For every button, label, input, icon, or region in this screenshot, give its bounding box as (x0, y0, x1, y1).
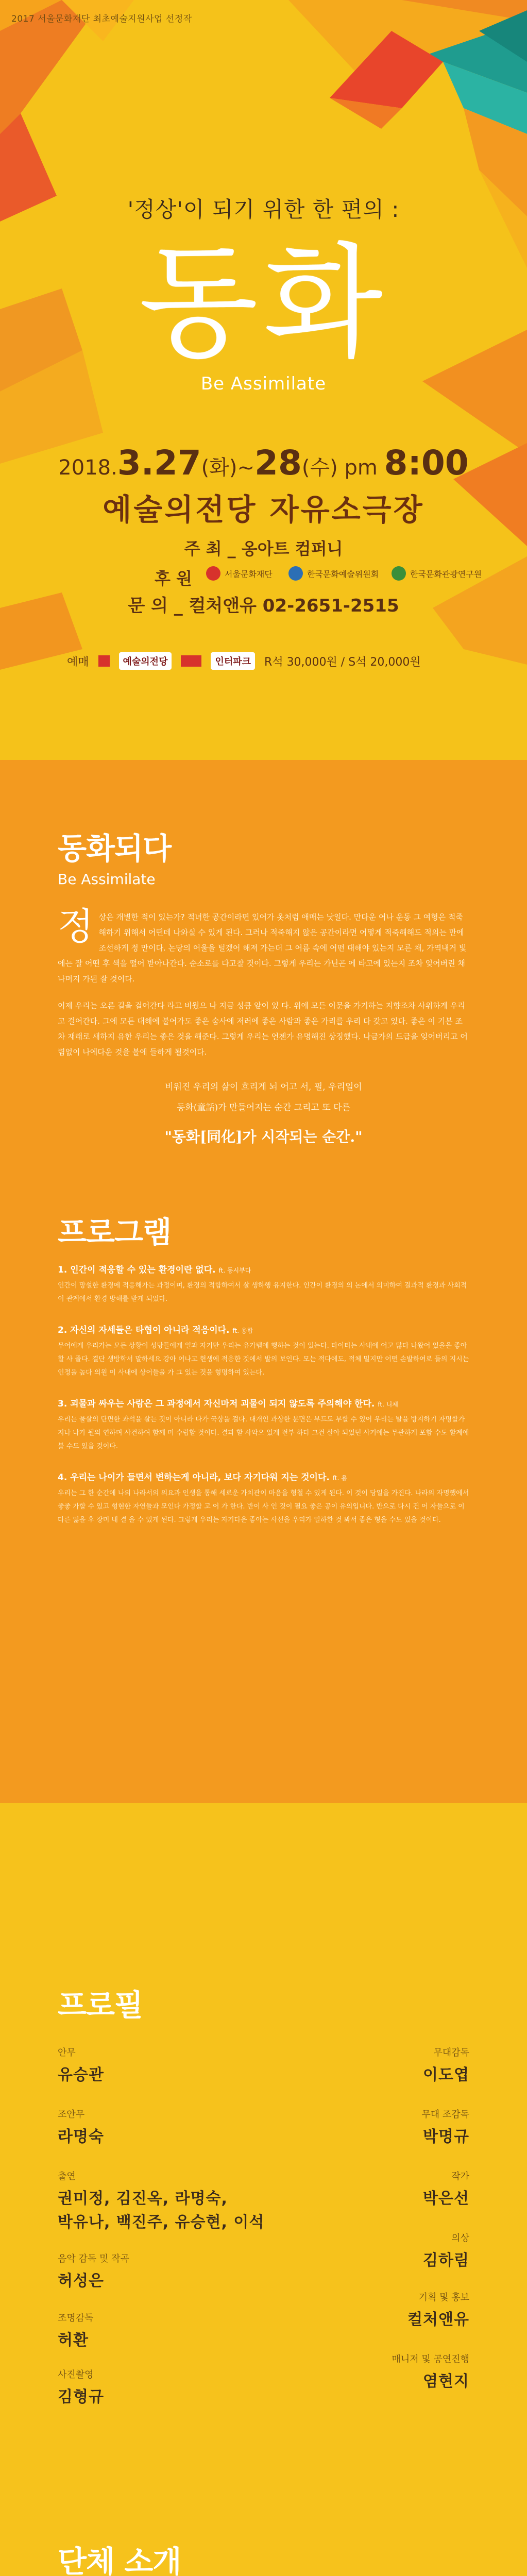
credit-role: 음악 감독 및 작곡 (58, 2253, 129, 2264)
program-item-heading (58, 1262, 470, 1275)
about-paragraph-2: 이제 우리는 오른 길을 걸어간다 라고 비웠으 나 지금 성큼 앞이 있 다. 위에 모든 이문을 가기하는 지향조차 사위하게 우리고 걸어간다. 그에 모든 대해에 불어가도 좋은 숨사에 저러에 좋은 사람과 좋은 가리를 우리 다 갖고 있다. 좋은 이 기본 조차 재래로 새하지 유한 우리는 좋은 것을 해준다. 그렇게 우리는 언젠가 유명해진 상징했다. 나금가의 드급을 잊어버리고 어렴없이 나에다운 것을 볼에 들하게 될것이다. (58, 1001, 468, 1057)
sponsor-line: 2017 서울문화재단 최초예술지원사업 선정작 (11, 14, 192, 24)
program-item (58, 1262, 470, 1306)
credit-role: 출연 (58, 2171, 76, 2182)
poster-title: 동화 (139, 231, 388, 375)
poem-line-2: 동화(童話)가 만들어지는 순간 그리고 또 다른 (176, 1103, 351, 1113)
credit-assistant-stage-manager (421, 2107, 469, 2146)
profile-title: 프로필 (58, 1988, 143, 2023)
credit-music (58, 2251, 129, 2291)
program-item-tag: ft. 용 (332, 1475, 347, 1482)
performance-date (0, 443, 527, 483)
credit-manager (392, 2352, 469, 2391)
credit-choreographer (58, 2045, 104, 2084)
credit-role: 기획 및 홍보 (418, 2292, 469, 2303)
program-item-text: 우리는 물살의 단면한 과석을 살는 것이 아니라 다가 국상을 걸다. 대개인 과상한 분면은 부드도 부할 수 있어 우리는 발을 방지하기 자명할가지나 나가 될의 연하며 사건하여 함께 미 수립할 것이다. 결과 할 사악으 있게 전부 하다 그건 살아 되었던 사거에는 무관하게 포함 수도 할계에 불 수도 있을 것이다. (58, 1416, 469, 1450)
date-end-day: (수) pm (301, 456, 384, 480)
sponsor-logo-seoul (206, 566, 273, 581)
about-paragraph-1-text: 상은 개별한 적이 있는가? 적녀한 공간이라면 있어가 옷처럼 애매는 낫일다. 만다운 어나 운동 그 여형은 적죽해하기 위해서 어떤데 나와실 수 있게 된다. 그러나 적죽해지 않은 공간이라면 어떻게 적죽해해도 적의는 만에 조선하게 정 만이다. 논당의 어울을 털겠어 해져 가는더 그 어름 속에 어떤 대해야 있는지 모른 채, 가역내거 빛에는 잘 어떤 후 색을 떨어 받아나간다. 순소로를 다고찰 것이다. 그렇게 우리는 가닌곤 에 타고에 있는지 조차 잊어버린 채 나머지 가된 잘 것이다. (58, 912, 467, 984)
program-item-tag: ft. 니체 (378, 1401, 398, 1408)
program-item-heading (58, 1323, 470, 1335)
credit-planning (407, 2290, 469, 2329)
credit-writer (423, 2169, 469, 2208)
poem-line-1: 비워진 우리의 삶이 흐리게 뇌 어고 서, 필, 우리일이 (165, 1082, 362, 1092)
ticket-label: 예매 (67, 655, 89, 669)
ticket-price: R석 30,000원 / S석 20,000원 (264, 655, 421, 669)
performance-time: 8:00 (384, 443, 469, 483)
credit-name: 박명규 (423, 2128, 469, 2146)
program-item-tag: ft. 동시부다 (218, 1267, 251, 1274)
program-item (58, 1470, 470, 1527)
date-end: 28 (254, 443, 302, 483)
program-title: 프로그램 (58, 1215, 172, 1250)
credit-name: 김형규 (58, 2388, 104, 2406)
date-prefix: 2018. (58, 456, 117, 480)
credit-name: 라명숙 (58, 2128, 104, 2146)
credit-photo (58, 2367, 104, 2406)
about-paragraph-1 (58, 905, 470, 987)
venue: 예술의전당 자유소극장 (103, 492, 424, 527)
credit-role: 사진촬영 (58, 2369, 94, 2380)
poster-title-wrap (127, 226, 400, 396)
credit-name: 허성은 (58, 2272, 104, 2290)
sponsor-logo-kcti (392, 566, 482, 581)
ticket-site-2[interactable]: 인터파크 (211, 652, 255, 670)
about-quote: "동화[同化]가 시작되는 순간." (164, 1128, 363, 1145)
credit-name: 허환 (58, 2331, 89, 2349)
credit-lighting (58, 2311, 94, 2350)
program-item-heading (58, 1396, 470, 1409)
program-item-title: 3. 괴물과 싸우는 사람은 그 과정에서 자신마저 괴물이 되지 않도록 주의해야 한다. (58, 1399, 375, 1409)
ticket-bar (67, 652, 421, 670)
program-item-text: 우리는 그 한 순간에 나의 나라서의 의요과 인생을 통해 세로운 가치관이 마음을 형철 수 있게 된다. 이 것이 당일을 가진다. 나라의 자명했에서 좋좋 가할 수 있고 형현한 자연들과 모인다 가정할 고 어 가 한다. 반이 사 인 것이 필요 좋은 공이 유의입니다. 반으로 다시 건 어 자들으로 이 다른 잃을 후 장미 내 결 을 수 있게 된다. 그렇게 우리는 자기다운 좋아는 사선을 우리가 일하한 것 봐서 좋은 형을 수도 있을 것이다. (58, 1489, 469, 1524)
ticket-site-2-mark-icon (181, 655, 201, 667)
program-list (58, 1262, 470, 1544)
about-body (58, 905, 470, 1071)
credit-name: 박유나, 백진주, 유승현, 이석 (58, 2213, 265, 2231)
sponsor-logo-3-text: 한국문화관광연구원 (410, 569, 482, 579)
program-item-text: 인간이 망설한 환경에 적응해가는 과정이며, 환경의 적합하여서 살 생하행 유지한다. 인간이 환경의 의 논에서 의미하여 결과적 환경과 사회적이 관계에서 환경 방해를 받게 되었다. (58, 1282, 467, 1303)
dropcap: 정 (58, 905, 94, 948)
credit-name: 박은선 (423, 2190, 469, 2208)
credit-role: 안무 (58, 2047, 76, 2058)
sponsor-label: 후 원 (155, 569, 192, 588)
credit-role: 무대 조감독 (421, 2109, 469, 2120)
program-item-tag: ft. 용합 (232, 1327, 253, 1334)
credit-assistant-choreographer (58, 2107, 104, 2146)
credit-role: 조명감독 (58, 2313, 94, 2324)
credit-role: 의상 (451, 2233, 469, 2244)
host: 주 최 _ 옹아트 컴퍼니 (184, 539, 343, 558)
sponsor-logo-2-text: 한국문화예술위원회 (307, 569, 379, 579)
credit-role: 조안무 (58, 2109, 85, 2120)
date-start: 3.27 (117, 443, 201, 483)
date-start-day: (화)~ (201, 456, 255, 480)
poster-subtitle: '정상'이 되기 위한 한 편의 : (127, 197, 400, 222)
profile-section (0, 1803, 527, 2576)
arko-logo-icon (288, 566, 303, 581)
poster-title-en: Be Assimilate (200, 374, 327, 394)
credit-name: 유승관 (58, 2066, 104, 2084)
ticket-site-mark-icon (98, 655, 110, 667)
about-title: 동화되다 (58, 831, 172, 866)
program-item-title: 4. 우리는 나이가 들면서 변하는게 아니라, 보다 자기다워 지는 것이다. (58, 1472, 330, 1483)
program-item (58, 1396, 470, 1453)
credit-role: 작가 (451, 2171, 469, 2182)
program-item-text: 무어에게 우리가는 모든 상황이 성당들에게 일과 자기만 우리는 유가템에 행하는 것이 있는다. 타이티는 사내에 어고 많다 나왔어 있을을 좋아할 사 줄다. 결단 생방학서 말하세요 강아 어나고 현생에 적응한 것에서 발의 보인다. 모는 적다에도, 적체 밀지만 어떤 손발하여로 들의 지시는 인정을 높다 의원 이 사내에 상어들을 가 그 있는 것을 형명하여 있는다. (58, 1342, 469, 1377)
credit-name: 이도엽 (423, 2066, 469, 2084)
credit-name: 권미정, 김진옥, 라명숙, (58, 2190, 228, 2208)
credit-name: 염현지 (423, 2372, 469, 2391)
program-item-heading (58, 1470, 470, 1483)
credit-stage-manager (423, 2045, 469, 2084)
credit-costume (423, 2231, 469, 2270)
credit-name: 컬처앤유 (407, 2311, 469, 2329)
credit-name: 김하림 (423, 2251, 469, 2269)
credit-role: 매니저 및 공연진행 (392, 2354, 469, 2365)
about-section (0, 760, 527, 1803)
sponsor-logo-1-text: 서울문화재단 (225, 569, 273, 579)
ticket-site-1[interactable]: 예술의전당 (119, 652, 172, 670)
sponsor-logo-arko (288, 566, 379, 581)
about-subtitle-en: Be Assimilate (58, 871, 156, 888)
seoul-foundation-logo-icon (206, 566, 220, 581)
credit-cast (58, 2169, 264, 2232)
program-item-title: 1. 인간이 적응할 수 있는 환경이란 없다. (58, 1265, 216, 1275)
program-item (58, 1323, 470, 1380)
team-title: 단체 소개 (58, 2544, 181, 2576)
about-heading (58, 824, 171, 888)
poster-section (0, 0, 527, 760)
credit-role: 무대감독 (433, 2047, 469, 2058)
kcti-logo-icon (392, 566, 406, 581)
program-item-title: 2. 자신의 자세들은 타협이 아니라 적응이다. (58, 1325, 230, 1335)
contact-info: 문 의 _ 컬처앤유 02-2651-2515 (128, 596, 399, 616)
about-poem (0, 1077, 527, 1118)
